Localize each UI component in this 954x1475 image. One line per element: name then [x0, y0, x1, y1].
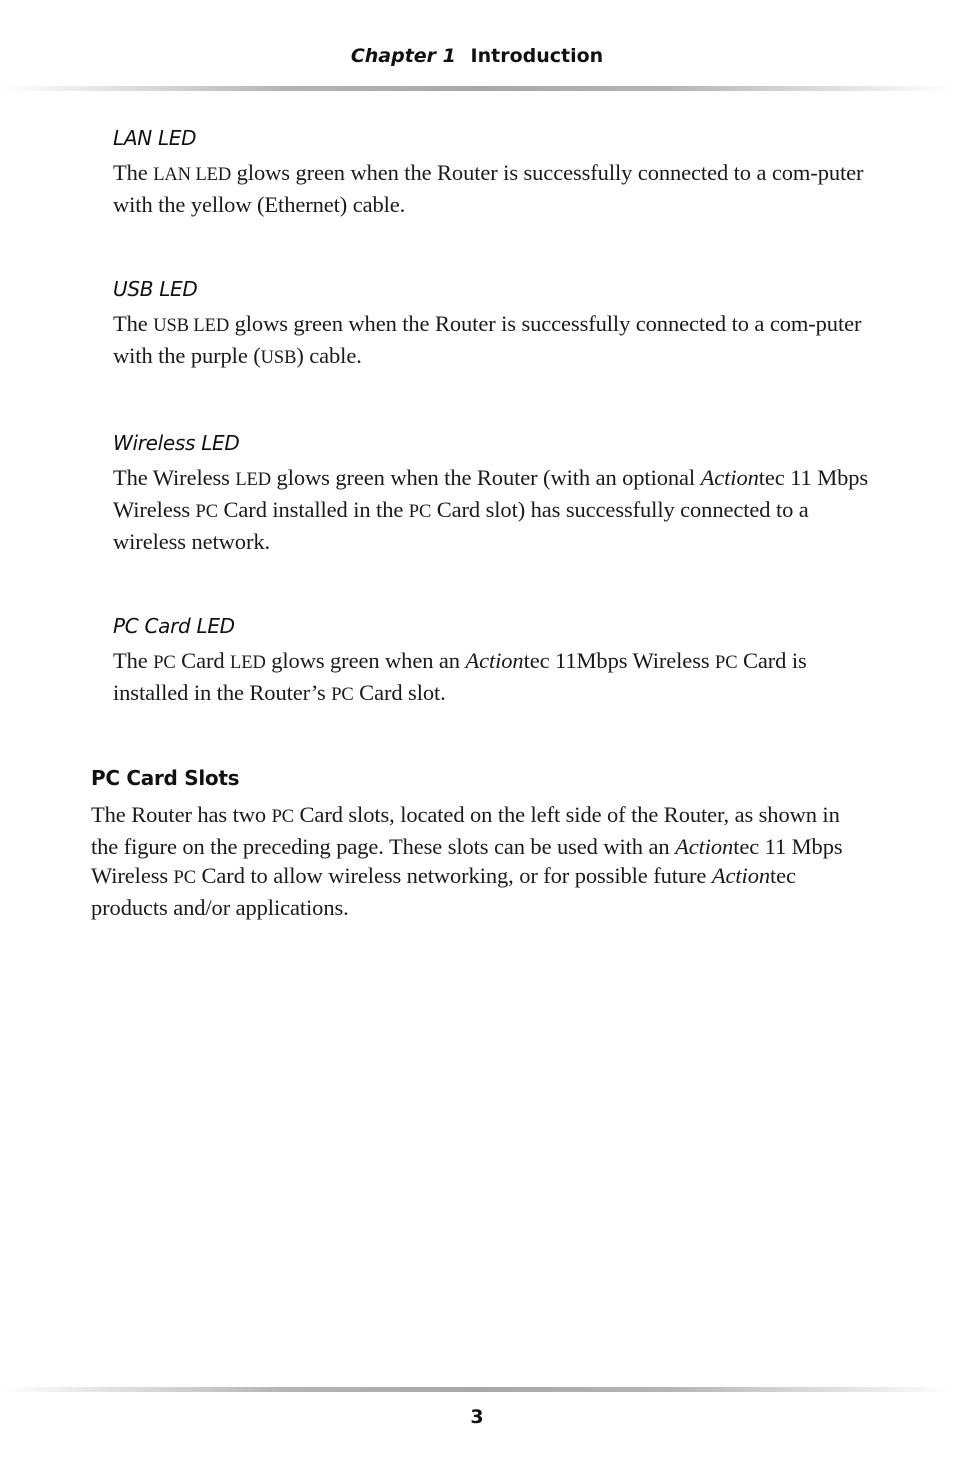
section-paragraph: The USB LED glows green when the Router is successfully connected to a com-puter with the purple (USB) cable. — [113, 311, 862, 368]
section-wireless-led — [113, 431, 871, 556]
page-body — [91, 126, 871, 922]
section-paragraph: The Wireless LED glows green when the Router (with an optional Actiontec 11 Mbps Wireless PC Card installed in the PC Card slot) has successfully connected to a wireless network. — [113, 465, 869, 554]
section-paragraph: The PC Card LED glows green when an Actiontec 11Mbps Wireless PC Card is installed in the Router’s PC Card slot. — [113, 648, 807, 705]
header-rule — [0, 86, 954, 91]
page-number: 3 — [470, 1406, 484, 1428]
running-header — [0, 45, 954, 67]
section-heading: Wireless LED — [113, 431, 240, 455]
footer-rule — [0, 1387, 954, 1392]
section-pc-card-led — [113, 614, 871, 710]
section-pc-card-slots — [91, 766, 871, 922]
section-lan-led — [113, 126, 871, 219]
section-heading: USB LED — [113, 277, 198, 301]
section-paragraph: The LAN LED glows green when the Router is successfully connected to a com-puter with the yellow (Ethernet) cable. — [113, 160, 864, 217]
section-heading: PC Card LED — [113, 614, 235, 638]
section-heading: LAN LED — [113, 126, 197, 150]
section-heading: PC Card Slots — [91, 766, 240, 790]
section-paragraph: The Router has two PC Card slots, located on the left side of the Router, as shown in the figure on the preceding page. These slots can be used with an Actiontec 11 Mbps Wireless PC Card to allow wireless networking, or for possible future Actiontec products and/or applications. — [91, 802, 843, 920]
section-usb-led — [113, 277, 871, 373]
chapter-label: Chapter 1 — [350, 45, 456, 67]
chapter-title: Introduction — [470, 45, 604, 67]
